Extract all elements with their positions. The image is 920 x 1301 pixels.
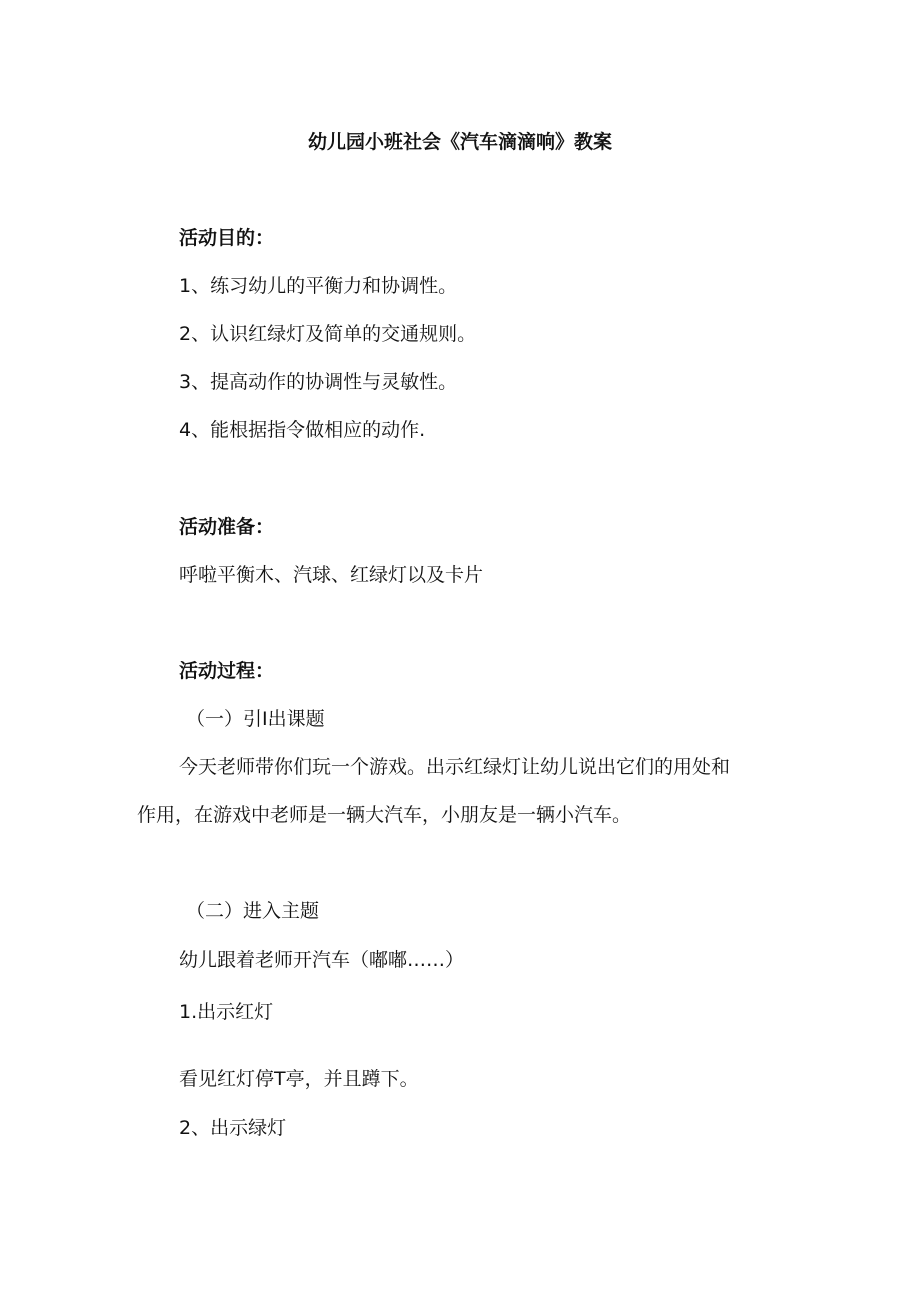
part2-step2: 2、出示绿灯 <box>179 1117 287 1139</box>
part1-subheading: （一）引I出课题 <box>186 708 325 730</box>
goal-item-4: 4、能根据指令做相应的动作. <box>179 419 426 441</box>
goal-item-3: 3、提高动作的协调性与灵敏性。 <box>179 371 458 393</box>
part2-intro: 幼儿跟着老师开汽车（嘟嘟……） <box>179 949 465 971</box>
goal-item-2: 2、认识红绿灯及简单的交通规则。 <box>179 323 477 345</box>
document-title: 幼儿园小班社会《汽车滴滴响》教案 <box>307 131 612 153</box>
part2-subheading: （二）进入主题 <box>186 900 320 922</box>
part2-step1-text: 看见红灯停T亭，并且蹲下。 <box>179 1068 419 1090</box>
part1-paragraph-line2: 作用，在游戏中老师是一辆大汽车，小朋友是一辆小汽车。 <box>137 804 632 826</box>
part2-step1: 1.出示红灯 <box>179 1001 274 1023</box>
goal-item-1: 1、练习幼儿的平衡力和协调性。 <box>179 275 458 297</box>
preparation-text: 呼啦平衡木、汽球、红绿灯以及卡片 <box>179 564 484 586</box>
preparation-heading: 活动准备： <box>179 516 275 538</box>
process-heading: 活动过程： <box>179 660 275 682</box>
goals-heading: 活动目的： <box>179 227 275 249</box>
part1-paragraph-line1: 今天老师带你们玩一个游戏。出示红绿灯让幼儿说出它们的用处和 <box>179 756 731 778</box>
